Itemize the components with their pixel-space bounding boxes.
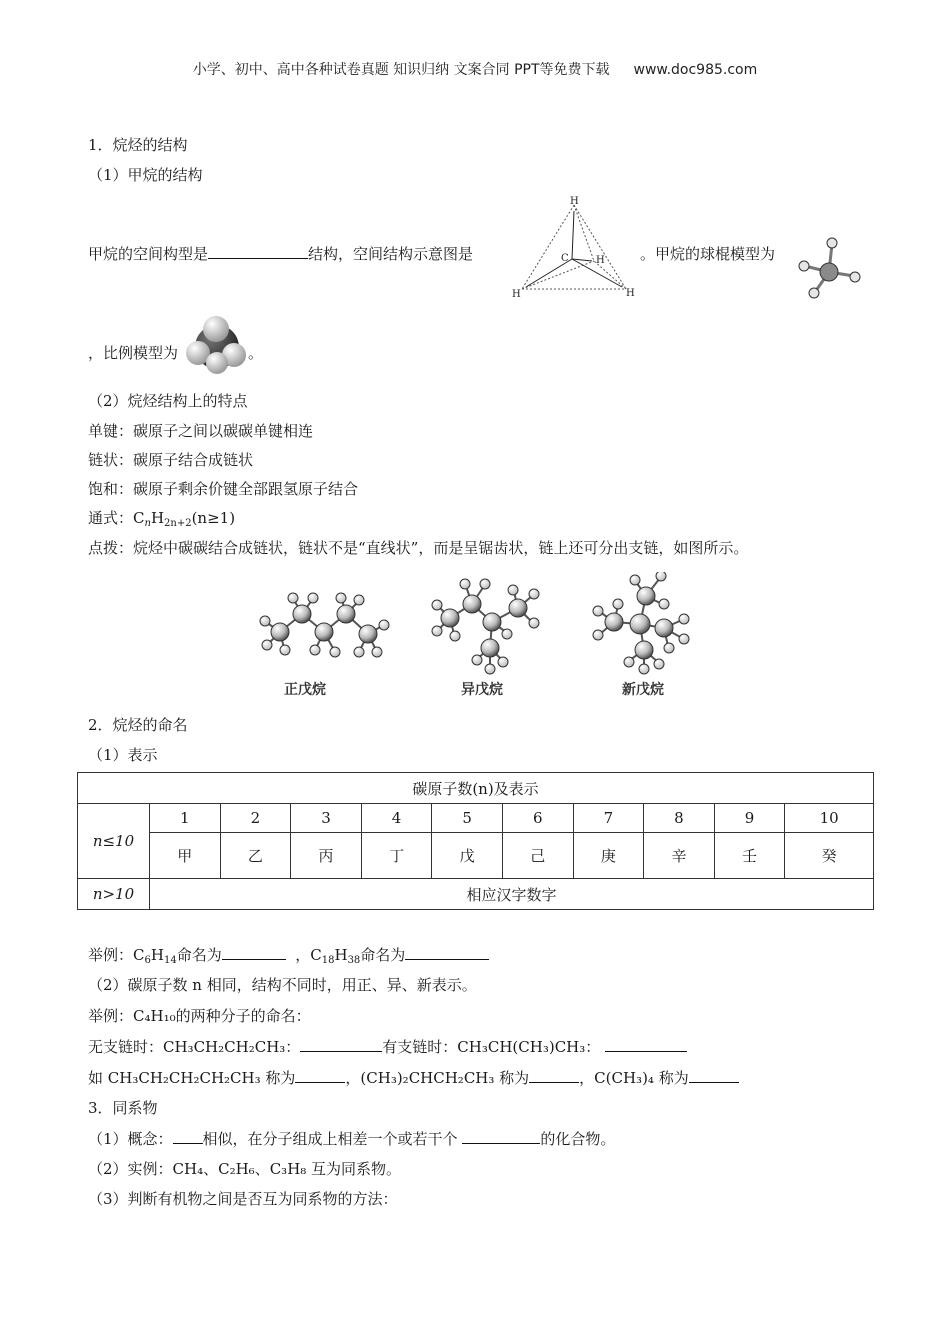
answer-blank[interactable] <box>605 1037 687 1052</box>
methane-text-a: 甲烷的空间构型是 <box>88 245 209 263</box>
tetra-label-h-top: H <box>570 196 579 207</box>
methane-ball-stick-model <box>793 234 865 304</box>
answer-blank[interactable] <box>295 1068 345 1083</box>
label-isopentane: 异戊烷 <box>461 682 503 698</box>
no-branch-text: 无支链时：CH₃CH₂CH₂CH₃： <box>88 1038 301 1056</box>
tetra-label-h-left: H <box>512 289 521 300</box>
methane-text-e: 。 <box>248 344 264 362</box>
table-header: 碳原子数(n)及表示 <box>78 773 874 804</box>
section-2-title: 2．烷烃的命名 <box>88 716 188 734</box>
ex1-text-d: 命名为 <box>360 946 406 964</box>
answer-blank[interactable] <box>405 945 489 960</box>
concept-text-b: 相似，在分子组成上相差一个或若干个 <box>202 1130 458 1148</box>
header-url[interactable]: www.doc985.com <box>633 62 758 78</box>
table-cell: 乙 <box>220 833 291 879</box>
ru-text-a: 如 CH₃CH₂CH₂CH₂CH₃ 称为 <box>88 1069 296 1087</box>
row-label-gt10: n>10 <box>78 879 150 910</box>
table-cell: 丙 <box>291 833 362 879</box>
table-cell: 丁 <box>361 833 432 879</box>
carbon-count-table <box>77 772 874 910</box>
pentane-naming-line <box>88 1067 739 1088</box>
feature-chain: 链状：碳原子结合成链状 <box>88 451 254 469</box>
feature-single-bond: 单键：碳原子之间以碳碳单键相连 <box>88 422 314 440</box>
table-cell: 癸 <box>785 833 874 879</box>
tetra-label-h-right: H <box>626 288 635 299</box>
answer-blank[interactable] <box>462 1129 540 1144</box>
methane-text-b: 结构，空间结构示意图是 <box>308 245 474 263</box>
ex1-text-a: 举例：C <box>88 946 145 964</box>
feature-saturated: 饱和：碳原子剩余价键全部跟氢原子结合 <box>88 480 359 498</box>
homolog-concept <box>88 1128 615 1149</box>
section-2-sub1: （1）表示 <box>88 746 158 764</box>
section-3-title: 3．同系物 <box>88 1099 158 1117</box>
table-cell: 9 <box>714 804 785 833</box>
table-cell: 壬 <box>714 833 785 879</box>
section-1-sub2: （2）烷烃结构上的特点 <box>88 392 248 410</box>
general-formula <box>88 507 235 528</box>
table-cell: 相应汉字数字 <box>150 879 874 910</box>
label-neopentane: 新戊烷 <box>622 682 664 698</box>
section-1-title: 1．烷烃的结构 <box>88 136 188 154</box>
section-1-sub1: （1）甲烷的结构 <box>88 166 203 184</box>
table-cell: 8 <box>644 804 715 833</box>
naming-example-2: 举例：C₄H₁₀的两种分子的命名： <box>88 1007 311 1025</box>
section-2-sub2: （2）碳原子数 n 相同，结构不同时，用正、异、新表示。 <box>88 976 477 994</box>
naming-example-1 <box>88 944 489 965</box>
label-n-pentane: 正戊烷 <box>284 682 326 698</box>
answer-blank[interactable] <box>300 1037 382 1052</box>
table-cell: 戊 <box>432 833 503 879</box>
table-cell: 1 <box>150 804 221 833</box>
header-text: 小学、初中、高中各种试卷真题 知识归纳 文案合同 PPT等免费下载 <box>192 62 610 78</box>
table-cell: 6 <box>502 804 573 833</box>
ex1-sub4: 38 <box>347 955 361 966</box>
ex1-sub1: 6 <box>144 955 151 966</box>
formula-h: H <box>150 509 165 527</box>
page-header <box>0 59 950 79</box>
row-label-le10: n≤10 <box>78 804 150 879</box>
table-cell: 己 <box>502 833 573 879</box>
formula-suffix: (n≥1) <box>191 509 236 527</box>
ex1-h: H <box>150 946 164 964</box>
homolog-example: （2）实例：CH₄、C₂H₆、C₃H₈ 互为同系物。 <box>88 1160 402 1178</box>
homolog-method: （3）判断有机物之间是否互为同系物的方法： <box>88 1190 398 1208</box>
table-cell: 4 <box>361 804 432 833</box>
table-cell: 10 <box>785 804 874 833</box>
ru-text-c: ，C(CH₃)₄ 称为 <box>579 1069 689 1087</box>
methane-line <box>88 243 473 264</box>
answer-blank[interactable] <box>208 244 308 259</box>
concept-text-c: 的化合物。 <box>540 1130 616 1148</box>
answer-blank[interactable] <box>689 1068 739 1083</box>
table-cell: 5 <box>432 804 503 833</box>
table-row <box>78 879 874 910</box>
table-cell: 辛 <box>644 833 715 879</box>
ex1-text-c: ，C <box>295 946 322 964</box>
concept-text-a: （1）概念： <box>88 1130 173 1148</box>
tetra-label-c: C <box>561 253 569 264</box>
methane-space-filling-model <box>186 315 248 375</box>
table-cell: 庚 <box>573 833 644 879</box>
formula-sub: 2n+2 <box>164 518 192 529</box>
table-cell: 甲 <box>150 833 221 879</box>
table-cell: 3 <box>291 804 362 833</box>
ru-text-b: ，(CH₃)₂CHCH₂CH₃ 称为 <box>345 1069 530 1087</box>
methane-text-c: 。甲烷的球棍模型为 <box>640 245 776 263</box>
table-cell: 7 <box>573 804 644 833</box>
table-row <box>78 833 874 879</box>
ex1-sub3: 18 <box>321 955 335 966</box>
answer-blank[interactable] <box>222 945 286 960</box>
ex1-sub2: 14 <box>163 955 177 966</box>
answer-blank[interactable] <box>173 1129 203 1144</box>
tetra-label-h-back: H <box>596 255 605 266</box>
butane-naming-line <box>88 1036 687 1057</box>
branch-text: 有支链时：CH₃CH(CH₃)CH₃： <box>382 1038 601 1056</box>
tetrahedron-diagram <box>508 193 640 300</box>
answer-blank[interactable] <box>529 1068 579 1083</box>
ex1-text-b: 命名为 <box>176 946 222 964</box>
formula-prefix: 通式：C <box>88 509 145 527</box>
ex1-h2: H <box>334 946 348 964</box>
formula-n: n <box>144 518 151 529</box>
table-row <box>78 804 874 833</box>
table-cell: 2 <box>220 804 291 833</box>
hint-text: 点拨：烷烃中碳碳结合成链状，链状不是“直线状”，而是呈锯齿状，链上还可分出支链，如图所示。 <box>88 539 749 557</box>
methane-text-d: ，比例模型为 <box>88 344 179 362</box>
table-header-row <box>78 773 874 804</box>
